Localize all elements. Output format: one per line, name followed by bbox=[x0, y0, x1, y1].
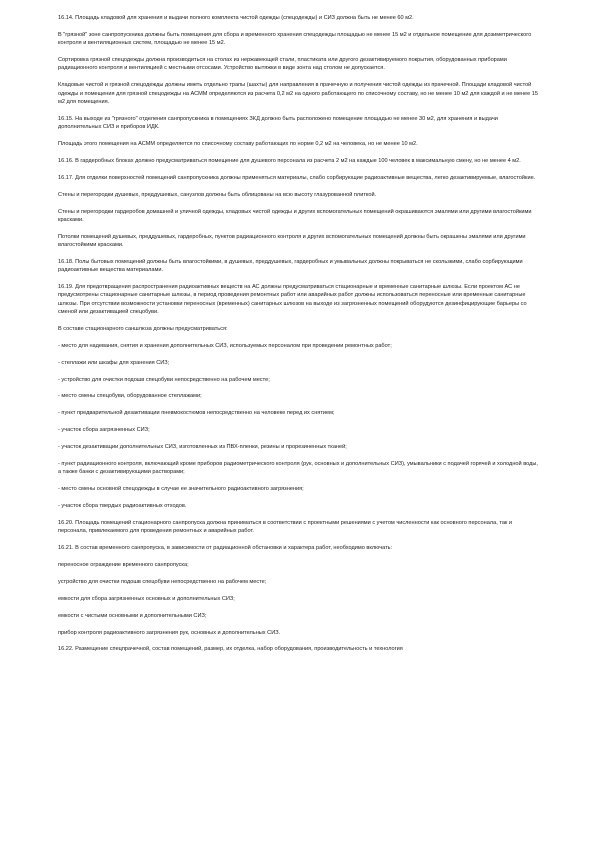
list-item: - пункт предварительной дезактивации пневмокостюмов непосредственно на человеке перед их снятием; bbox=[58, 410, 335, 417]
list-item: - место смены спецобуви, оборудованное стеллажами; bbox=[58, 393, 202, 400]
paragraph-16-14: 16.14. Площадь кладовой для хранения и выдачи полного комплекта чистой одежды (спецодежды) и СИЗ должна быть не менее 60 м2. bbox=[58, 15, 414, 21]
paragraph-16-16: 16.16. В гардеробных блоках должно предусматриваться помещение для душевого персонала из расчета 2 м2 на каждые 100 человек в максимальную смену, но не менее 4 м2. bbox=[58, 157, 521, 164]
list-item: - устройство для очистки подошв спецобуви непосредственно на рабочем месте; bbox=[58, 376, 270, 383]
paragraph-16-22: 16.22. Размещение спецпрачечной, состав помещений, размер, их отделка, набор оборудования, производительность и технология bbox=[58, 646, 403, 653]
list-item: - участок сбора твердых радиоактивных отходов. bbox=[58, 503, 187, 510]
paragraph-16-20: 16.20. Площадь помещений стационарного санпропуска должна приниматься в соответствии с проектными решениями с учетом численности как основного персонала, так и персонала, привлекаемого для проведения ремонтных и аварийных работ. bbox=[58, 519, 513, 535]
paragraph-16-15: 16.15. На выходе из "грязного" отделения санпропускника в помещениях ЗКД должно быть расположено помещение площадью не менее 30 м2, для хранения и выдачи дополнительных СИЗ и приборов ИДК. bbox=[58, 115, 498, 131]
list-item: - пункт радиационного контроля, включающий кроме приборов радиометрического контроля (рук, основных и дополнительных СИЗ), умывальники с подачей горячей и холодной воды, а также банки с дезактивирующими растворами; bbox=[58, 460, 538, 476]
paragraph-walls-tiles: Стены и перегородки душевых, преддушевых, санузлов должны быть облицованы на всю высоту глазурованной плиткой. bbox=[58, 191, 377, 198]
list-item: переносное ограждение временного санпропуска; bbox=[58, 562, 189, 569]
paragraph-walls-paint: Стены и перегородки гардеробов домашней и уличной одежды, кладовых чистой одежды и других вспомогательных помещений окрашиваются эмалями или другими влагостойкими красками. bbox=[58, 208, 532, 223]
paragraph-16-19: 16.19. Для предотвращения распространения радиоактивных веществ на АС должны предусматриваться стационарные и временные санитарные шлюзы. Если проектом АС не предусмотрены стационарные санитарные шлюзы, в период проведения ремонтных работ или аварийных работ должны использоваться переносные или временные санитарные шлюзы. При отсутствии возможности установки переносных (временных) санитарных шлюзов на выходе из загрязненных помещений оборудуются дезинфицирующие барьеры со сменой или дезактивацией спецобуви. bbox=[58, 284, 527, 315]
list-item: емкости для сбора загрязненных основных и дополнительных СИЗ; bbox=[58, 595, 235, 602]
paragraph-ceilings: Потолки помещений душевых, преддушевых, гардеробных, пунктов радиационного контроля и других вспомогательных помещений должны быть окрашены эмалями или другими влагостойкими красками. bbox=[58, 233, 526, 248]
paragraph-storerooms: Кладовые чистой и грязной спецодежды должны иметь отдельно трапы (шахты) для направления в прачечную и получения чистой одежды из прачечной. Площади кладовой чистой одежды и помещения для грязной спецодежды на АСММ определяются из расчета 0,2 м2 на одного работающего по списочному составу, но не менее 10 м2 для каждой и не менее 15 м2 для помещения. bbox=[58, 82, 539, 105]
list-item: - место смены основной спецодежды в случае ее значительного радиоактивного загрязнения; bbox=[58, 486, 304, 493]
list-item: емкости с чистыми основными и дополнительными СИЗ; bbox=[58, 612, 207, 619]
list-item: - место для надевания, снятия и хранения дополнительных СИЗ, используемых персоналом при проведении ремонтных работ; bbox=[58, 342, 392, 349]
paragraph-list-intro: В составе стационарного саншлюза должны предусматриваться: bbox=[58, 325, 228, 332]
paragraph-room-area: Площадь этого помещения на АСММ определяется по списочному составу работающих по норме 0,2 м2 на человека, но не менее 10 м2. bbox=[58, 140, 418, 147]
paragraph-16-18: 16.18. Полы бытовых помещений должны быть влагостойкими, в душевых, преддушевых, гардеробных и умывальных должны покрываться не скользкими, слабо сорбирующими радиоактивные вещества материалами. bbox=[58, 258, 523, 274]
paragraph-sorting: Сортировка грязной спецодежды должна производиться на столах из нержавеющей стали, пластиката или другого дезактивируемого покрытия, оборудованных приборами радиационного контроля и вентиляцией с местными отсосами. Устройство вытяжки в виде зонта над столом не допускается. bbox=[58, 57, 507, 72]
list-item: устройство для очистки подошв спецобуви непосредственно на рабочем месте; bbox=[58, 578, 267, 585]
paragraph-dirty-zone: В "грязной" зоне санпропускника должны быть помещения для сбора и временного хранения спецодежды площадью не менее 15 м2 и отдельное помещение для дозиметрического контроля и вентиляционных систем, площадью не менее 15 м2. bbox=[58, 31, 532, 47]
paragraph-16-21: 16.21. В состав временного санпропуска, в зависимости от радиационной обстановки и характера работ, необходимо включать: bbox=[58, 545, 393, 552]
paragraph-16-17: 16.17. Для отделки поверхностей помещений санпропускника должны применяться материалы, слабо сорбирующие радиоактивные вещества, легко дезактивируемые, влагостойкие. bbox=[58, 174, 536, 181]
list-item: - стеллажи или шкафы для хранения СИЗ; bbox=[58, 359, 170, 366]
list-item: - участок дезактивации дополнительных СИЗ, изготовленных из ПВХ-пленки, резины и прорезиненных тканей; bbox=[58, 444, 347, 451]
list-item: - участок сбора загрязненных СИЗ; bbox=[58, 427, 150, 434]
list-item: прибор контроля радиоактивного загрязнения рук, основных и дополнительных СИЗ. bbox=[58, 629, 281, 636]
